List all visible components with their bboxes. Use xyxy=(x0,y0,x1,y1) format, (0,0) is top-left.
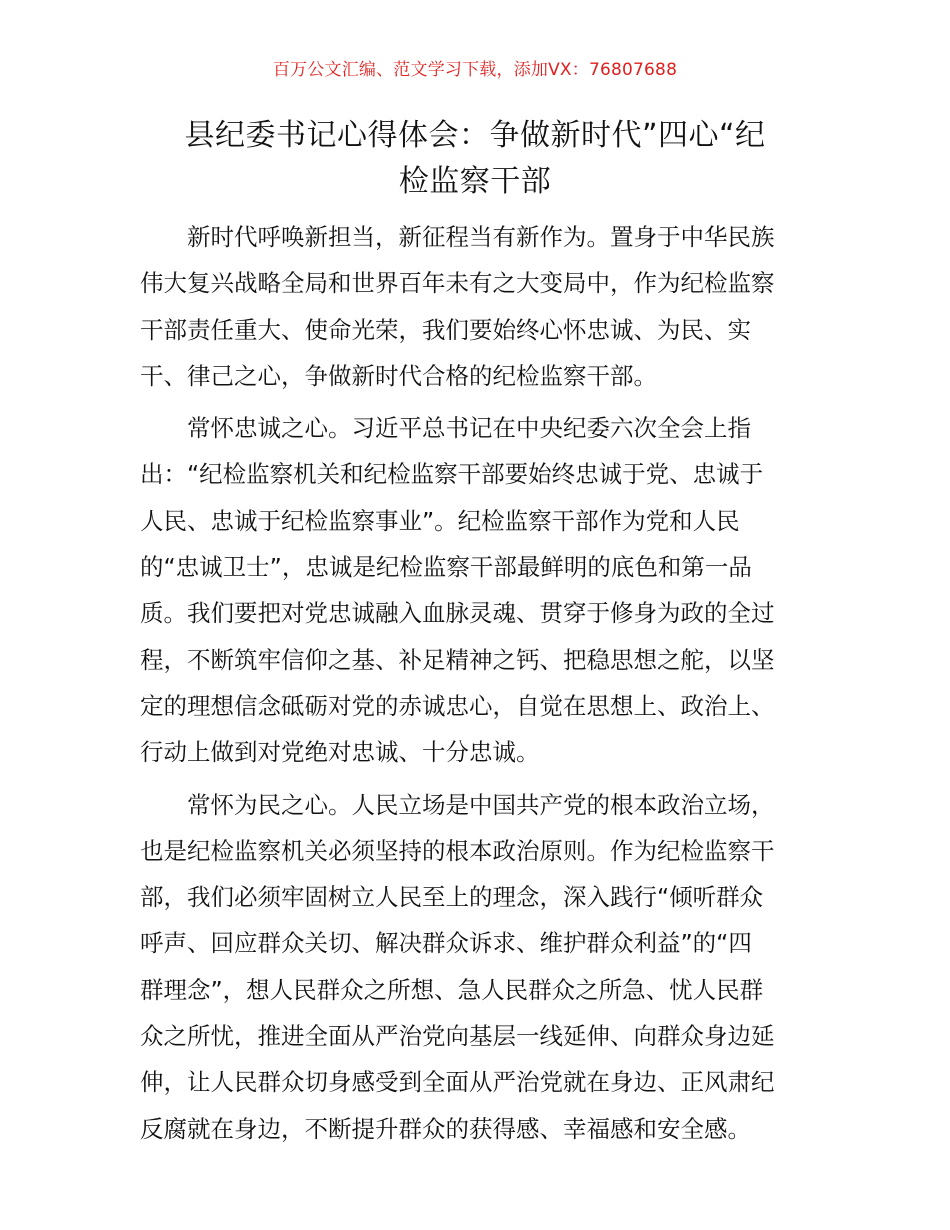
text-line: 出：“纪检监察机关和纪检监察干部要始终忠诚于党、忠诚于 xyxy=(140,460,764,489)
text-line: 常怀为民之心。人民立场是中国共产党的根本政治立场， xyxy=(187,790,775,819)
paragraph-intro xyxy=(140,214,815,399)
paragraph-loyalty xyxy=(140,405,815,775)
title-line: 检监察干部 xyxy=(398,164,552,199)
text-line: 程，不断筑牢信仰之基、补足精神之钙、把稳思想之舵，以坚 xyxy=(140,645,775,674)
text-line: 行动上做到对党绝对忠诚、十分忠诚。 xyxy=(140,738,540,767)
text-line: 干部责任重大、使命光荣，我们要始终心怀忠诚、为民、实 xyxy=(140,315,751,344)
text-line: 定的理想信念砥砺对党的赤诚忠心，自觉在思想上、政治上、 xyxy=(140,691,775,720)
text-line: 人民、忠诚于纪检监察事业”。纪检监察干部作为党和人民 xyxy=(140,506,740,535)
title-line: 县纪委书记心得体会：争做新时代”四心“纪 xyxy=(184,118,766,153)
text-line: 众之所忧，推进全面从严治党向基层一线延伸、向群众身边延 xyxy=(140,1022,775,1051)
paragraph-people xyxy=(140,782,815,1152)
text-line: 干、律己之心，争做新时代合格的纪检监察干部。 xyxy=(140,361,657,390)
text-line: 也是纪检监察机关必须坚持的根本政治原则。作为纪检监察干 xyxy=(140,836,775,865)
document-title xyxy=(140,113,810,205)
promo-banner: 百万公文汇编、范文学习下载，添加VX：76807688 xyxy=(272,60,678,80)
text-line: 呼声、回应群众关切、解决群众诉求、维护群众利益”的“四 xyxy=(140,929,752,958)
text-line: 的“忠诚卫士”，忠诚是纪检监察干部最鲜明的底色和第一品 xyxy=(140,553,752,582)
text-line: 常怀忠诚之心。习近平总书记在中央纪委六次全会上指 xyxy=(187,414,751,443)
text-line: 伸，让人民群众切身感受到全面从严治党就在身边、正风肃纪 xyxy=(140,1068,775,1097)
text-line: 反腐就在身边，不断提升群众的获得感、幸福感和安全感。 xyxy=(140,1114,751,1143)
text-line: 部，我们必须牢固树立人民至上的理念，深入践行“倾听群众 xyxy=(140,883,764,912)
text-line: 群理念”，想人民群众之所想、急人民群众之所急、忧人民群 xyxy=(140,975,764,1004)
text-line: 伟大复兴战略全局和世界百年未有之大变局中，作为纪检监察 xyxy=(140,269,775,298)
text-line: 新时代呼唤新担当，新征程当有新作为。置身于中华民族 xyxy=(187,223,775,251)
document-body xyxy=(140,214,815,1158)
text-line: 质。我们要把对党忠诚融入血脉灵魂、贯穿于修身为政的全过 xyxy=(140,599,775,628)
